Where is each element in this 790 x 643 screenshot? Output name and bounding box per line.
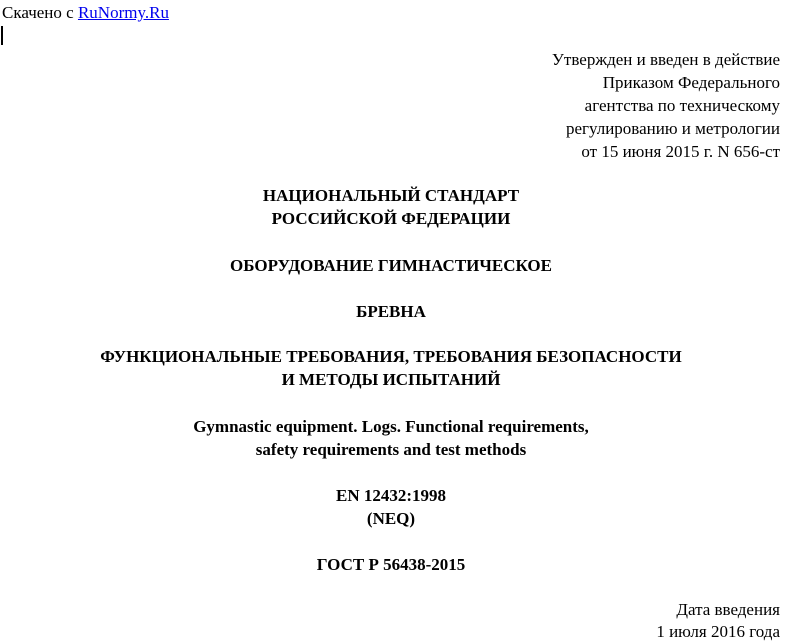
introduction-date-block — [656, 599, 780, 643]
approval-line-5: от 15 июня 2015 г. N 656-ст — [581, 142, 780, 161]
runormy-link[interactable]: RuNormy.Ru — [77, 3, 169, 22]
equipment-title: ОБОРУДОВАНИЕ ГИМНАСТИЧЕСКОЕ — [230, 256, 552, 275]
approval-line-2: Приказом Федерального — [602, 73, 780, 92]
download-source-line — [2, 3, 169, 23]
gost-heading — [0, 553, 782, 576]
introduction-date-label: Дата введения — [676, 600, 780, 619]
gost-number: ГОСТ Р 56438-2015 — [316, 555, 466, 574]
introduction-date-value: 1 июля 2016 года — [656, 622, 780, 641]
national-standard-heading — [0, 184, 782, 230]
en-code: EN 12432:1998 — [335, 486, 447, 505]
en-reference — [0, 484, 782, 530]
download-source-prefix: Скачено с — [2, 3, 78, 22]
approval-line-1: Утвержден и введен в действие — [551, 50, 780, 69]
national-standard-line-2: РОССИЙСКОЙ ФЕДЕРАЦИИ — [271, 209, 511, 228]
approval-block — [552, 48, 780, 163]
requirements-line-2: И МЕТОДЫ ИСПЫТАНИЙ — [281, 370, 501, 389]
neq-label: (NEQ) — [366, 509, 416, 528]
approval-line-4: регулированию и метрологии — [565, 119, 780, 138]
english-title-line-1: Gymnastic equipment. Logs. Functional requirements, — [193, 417, 589, 436]
item-title: БРЕВНА — [356, 302, 426, 321]
approval-line-3: агентства по техническому — [584, 96, 780, 115]
item-heading — [0, 300, 782, 323]
english-title-line-2: safety requirements and test methods — [255, 440, 527, 459]
requirements-heading — [0, 345, 782, 391]
text-cursor — [1, 26, 3, 45]
english-title — [0, 415, 782, 461]
equipment-heading — [0, 254, 782, 277]
requirements-line-1: ФУНКЦИОНАЛЬНЫЕ ТРЕБОВАНИЯ, ТРЕБОВАНИЯ БЕЗОПАСНОСТИ — [100, 347, 682, 366]
national-standard-line-1: НАЦИОНАЛЬНЫЙ СТАНДАРТ — [262, 186, 520, 205]
